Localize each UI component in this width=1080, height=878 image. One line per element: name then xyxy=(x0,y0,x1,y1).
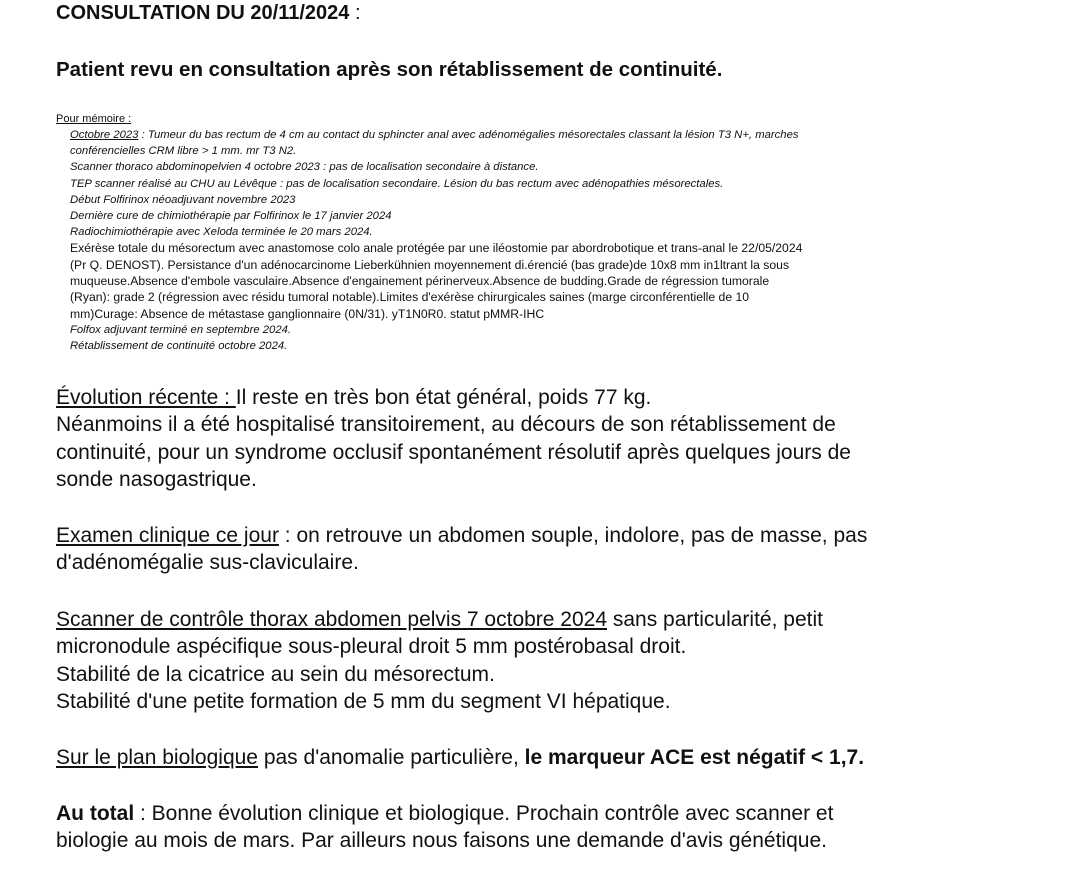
scanner-line: Stabilité de la cicatrice au sein du mésorectum. xyxy=(56,662,495,686)
examen-label: Examen clinique ce jour xyxy=(56,524,279,547)
bio-label: Sur le plan biologique xyxy=(56,746,258,769)
total-line xyxy=(56,800,833,827)
evolution-section xyxy=(56,384,851,494)
evolution-line: sonde nasogastrique. xyxy=(56,468,257,492)
examen-line xyxy=(56,522,867,549)
scanner-section xyxy=(56,606,823,716)
scanner-line xyxy=(56,606,823,633)
memo-item: (Pr Q. DENOST). Persistance d'un adénocarcinome Lieberkühnien moyennement di.érencié (bas grade)de 10x8 mm in1ltrant la sous xyxy=(70,257,790,272)
memo-item: Scanner thoraco abdominopelvien 4 octobre 2023 : pas de localisation secondaire à distance. xyxy=(70,161,539,174)
evolution-line xyxy=(56,384,851,411)
memo-item: Début Folfirinox néoadjuvant novembre 2023 xyxy=(70,193,296,206)
evolution-label: Évolution récente : xyxy=(56,386,236,409)
memo-item: Radiochimiothérapie avec Xeloda terminée le 20 mars 2024. xyxy=(70,226,373,239)
total-text: : Bonne évolution clinique et biologique. Prochain contrôle avec scanner et xyxy=(134,802,834,825)
scanner-line: Stabilité d'une petite formation de 5 mm du segment VI hépatique. xyxy=(56,690,671,714)
subtitle: Patient revu en consultation après son rétablissement de continuité. xyxy=(56,58,723,81)
memo-item: Folfox adjuvant terminé en septembre 2024. xyxy=(70,323,292,336)
evolution-text: Il reste en très bon état général, poids 77 kg. xyxy=(235,386,652,409)
memo-item xyxy=(70,127,1055,143)
evolution-line: continuité, pour un syndrome occlusif spontanément résolutif après quelques jours de xyxy=(56,440,851,464)
total-line: biologie au mois de mars. Par ailleurs nous faisons une demande d'avis génétique. xyxy=(56,829,827,853)
memo-item: Rétablissement de continuité octobre 2024. xyxy=(70,340,288,353)
scanner-label: Scanner de contrôle thorax abdomen pelvis 7 octobre 2024 xyxy=(56,608,608,631)
page-title xyxy=(56,2,361,25)
evolution-line: Néanmoins il a été hospitalisé transitoirement, au décours de son rétablissement de xyxy=(56,413,836,437)
memo-text: : Tumeur du bas rectum de 4 cm au contact du sphincter anal avec adénomégalies mésorectales classant la lésion T3 N+, marches xyxy=(138,129,799,141)
scanner-line: micronodule aspécifique sous-pleural droit 5 mm postérobasal droit. xyxy=(56,635,687,659)
total-label: Au total xyxy=(56,802,135,825)
memo-item: muqueuse.Absence d'embole vasculaire.Absence d'engainement périnerveux.Absence de budding.Grade de régression tumorale xyxy=(70,274,770,289)
title-suffix: : xyxy=(349,2,361,24)
memo-item: Dernière cure de chimiothérapie par Folfirinox le 17 janvier 2024 xyxy=(70,210,392,223)
examen-line: d'adénomégalie sus-claviculaire. xyxy=(56,551,359,575)
memo-list xyxy=(70,127,1055,354)
bio-text: pas d'anomalie particulière, xyxy=(257,746,525,769)
title-text: CONSULTATION DU 20/11/2024 xyxy=(56,2,350,24)
examen-section xyxy=(56,522,867,577)
scanner-text: sans particularité, petit xyxy=(607,608,823,631)
memo-item: (Ryan): grade 2 (régression avec résidu tumoral notable).Limites d'exérèse chirurgicales saines (marge circonférentielle de 10 xyxy=(70,290,750,305)
memo-item: TEP scanner réalisé au CHU au Lévêque : pas de localisation secondaire. Lésion du bas rectum avec adénopathies mésorectales. xyxy=(70,177,724,190)
memo-item: conférencielles CRM libre > 1 mm. mr T3 N2. xyxy=(70,145,297,158)
memo-item: Exérèse totale du mésorectum avec anastomose colo anale protégée par une iléostomie par abordrobotique et trans-anal le 22/05/2024 xyxy=(70,241,803,256)
examen-text: : on retrouve un abdomen souple, indolore, pas de masse, pas xyxy=(278,524,868,547)
bio-result: le marqueur ACE est négatif < 1,7. xyxy=(524,746,865,769)
bio-line xyxy=(56,744,864,771)
memo-item: mm)Curage: Absence de métastase ganglionnaire (0N/31). yT1N0R0. statut pMMR-IHC xyxy=(70,306,545,321)
total-section xyxy=(56,800,833,855)
memo-date: Octobre 2023 xyxy=(70,129,139,141)
bio-section xyxy=(56,744,864,771)
memo-label: Pour mémoire : xyxy=(56,113,132,125)
